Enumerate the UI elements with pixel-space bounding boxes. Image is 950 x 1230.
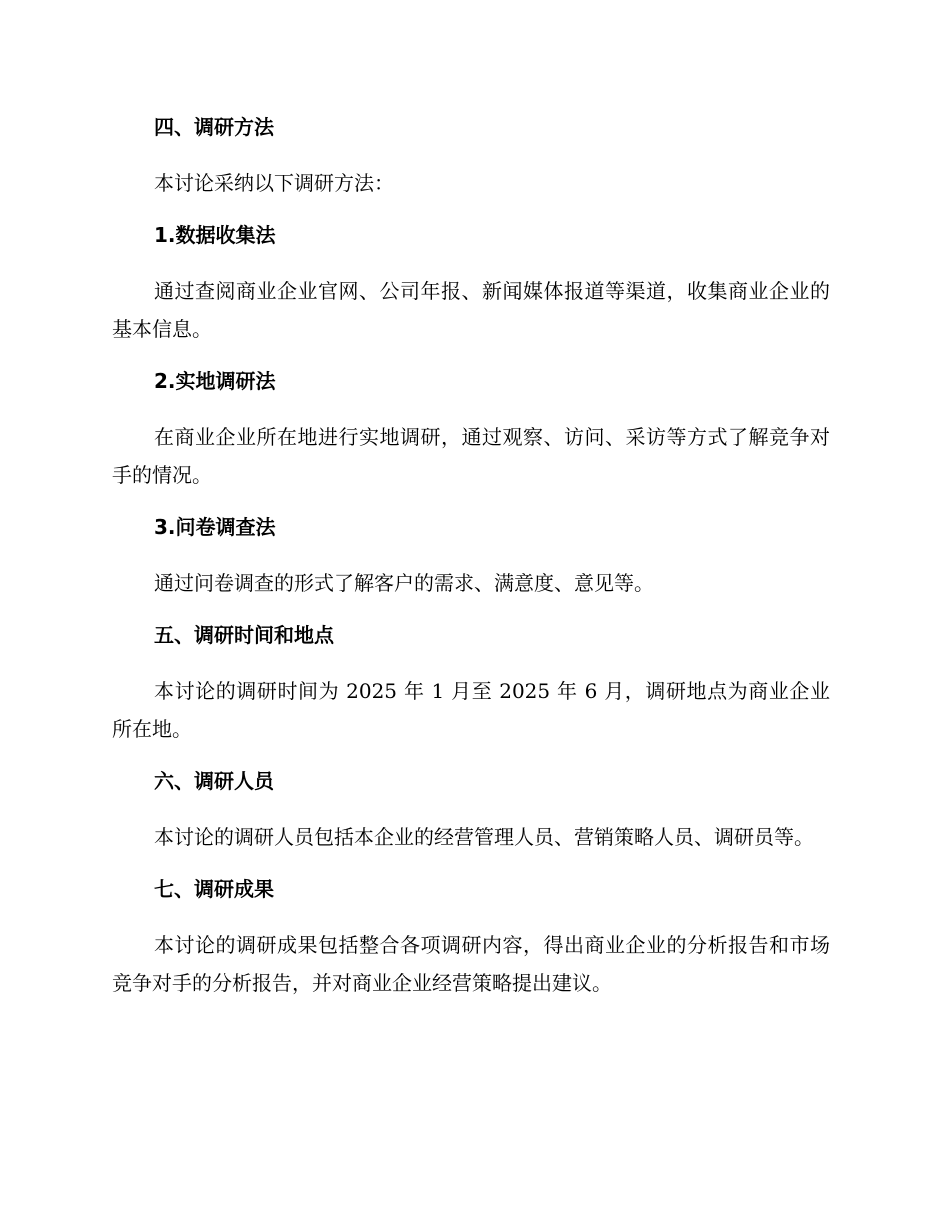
document-body — [112, 110, 830, 1018]
paragraph-results: 本讨论的调研成果包括整合各项调研内容，得出商业企业的分析报告和市场竞争对手的分析报告，并对商业企业经营策略提出建议。 — [112, 933, 830, 995]
paragraph-time-location: 本讨论的调研时间为 2025 年 1 月至 2025 年 6 月，调研地点为商业企业所在地。 — [112, 679, 830, 741]
paragraph-questionnaire: 通过问卷调查的形式了解客户的需求、满意度、意见等。 — [154, 571, 654, 595]
paragraph-personnel: 本讨论的调研人员包括本企业的经营管理人员、营销策略人员、调研员等。 — [154, 825, 814, 849]
subheading-field-research: 2.实地调研法 — [154, 369, 276, 393]
section-heading-personnel: 六、调研人员 — [154, 769, 274, 793]
paragraph-data-collection: 通过查阅商业企业官网、公司年报、新闻媒体报道等渠道，收集商业企业的基本信息。 — [112, 279, 830, 341]
paragraph-field-research: 在商业企业所在地进行实地调研，通过观察、访问、采访等方式了解竞争对手的情况。 — [112, 425, 830, 487]
section-heading-time-location: 五、调研时间和地点 — [154, 623, 334, 647]
section-heading-methods: 四、调研方法 — [154, 115, 274, 139]
subheading-data-collection: 1.数据收集法 — [154, 223, 276, 247]
subheading-questionnaire: 3.问卷调查法 — [154, 515, 276, 539]
section-heading-results: 七、调研成果 — [154, 877, 274, 901]
paragraph-methods-intro: 本讨论采纳以下调研方法： — [154, 171, 394, 195]
